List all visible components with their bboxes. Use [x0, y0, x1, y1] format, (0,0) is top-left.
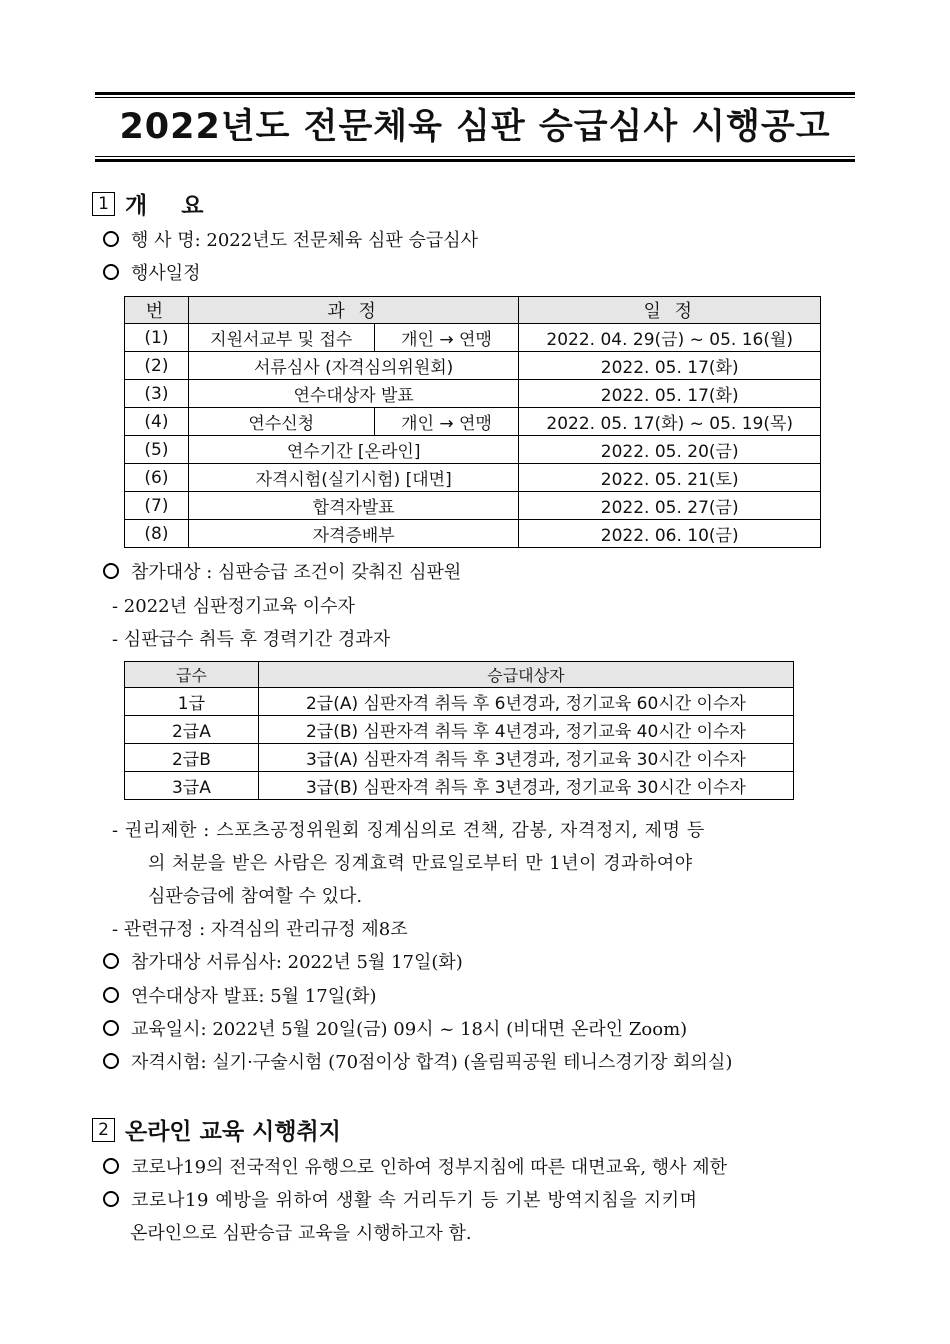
- table-row: [125, 324, 821, 352]
- regulation-line: - 관련규정 : 자격심의 관리규정 제8조: [112, 919, 408, 940]
- table-row: [125, 464, 821, 492]
- row-date: 2022. 05. 17(화): [519, 380, 821, 408]
- row-course: 서류심사 (자격심의위원회): [188, 352, 518, 380]
- row-course: 연수신청: [188, 408, 374, 436]
- row-date: 2022. 05. 17(화): [519, 352, 821, 380]
- grade-desc: 2급(A) 심판자격 취득 후 6년경과, 정기교육 60시간 이수자: [258, 688, 793, 716]
- doc-review-line: [103, 948, 463, 974]
- row-course: 합격자발표: [188, 492, 518, 520]
- grade-desc: 2급(B) 심판자격 취득 후 4년경과, 정기교육 40시간 이수자: [258, 716, 793, 744]
- row-no: (6): [125, 464, 189, 492]
- purpose-line-2: [103, 1186, 698, 1212]
- bullet-icon: [103, 264, 119, 280]
- row-no: (2): [125, 352, 189, 380]
- exam: 자격시험: 실기·구술시험 (70점이상 합격) (올림픽공원 테니스경기장 회의실): [131, 1052, 733, 1073]
- grade-header-row: [125, 662, 794, 688]
- row-no: (8): [125, 520, 189, 548]
- exam-line: [103, 1048, 732, 1074]
- row-date: 2022. 05. 21(토): [519, 464, 821, 492]
- table-row: [125, 772, 794, 800]
- row-no: (1): [125, 324, 189, 352]
- target-sub-1: - 2022년 심판정기교육 이수자: [112, 596, 355, 617]
- row-date: 2022. 05. 17(화) ~ 05. 19(목): [519, 408, 821, 436]
- table-row: [125, 352, 821, 380]
- bullet-icon: [103, 563, 119, 579]
- grade-desc: 3급(B) 심판자격 취득 후 3년경과, 정기교육 30시간 이수자: [258, 772, 793, 800]
- bullet-icon: [103, 953, 119, 969]
- row-no: (3): [125, 380, 189, 408]
- schedule-label: 행사일정: [131, 263, 201, 284]
- header-no: 번: [125, 297, 189, 324]
- grade-cell: 3급A: [125, 772, 259, 800]
- row-no: (7): [125, 492, 189, 520]
- bullet-icon: [103, 231, 119, 247]
- row-date: 2022. 04. 29(금) ~ 05. 16(월): [519, 324, 821, 352]
- edu-date: 교육일시: 2022년 5월 20일(금) 09시 ~ 18시 (비대면 온라인 Zoom): [131, 1019, 688, 1040]
- section-1-title-a: 개: [125, 193, 182, 219]
- doc-review: 참가대상 서류심사: 2022년 5월 17일(화): [131, 952, 463, 973]
- announce-line: [103, 982, 377, 1008]
- page-title: 2022년도 전문체육 심판 승급심사 시행공고: [119, 107, 831, 147]
- table-row: [125, 744, 794, 772]
- row-date: 2022. 06. 10(금): [519, 520, 821, 548]
- title-block: [95, 92, 855, 162]
- table-row: [125, 436, 821, 464]
- header-target: 승급대상자: [258, 662, 793, 688]
- row-date: 2022. 05. 20(금): [519, 436, 821, 464]
- schedule-label-line: [103, 259, 201, 285]
- row-course: 연수기간 [온라인]: [188, 436, 518, 464]
- purpose-1: 코로나19의 전국적인 유행으로 인하여 정부지침에 따른 대면교육, 행사 제한: [131, 1157, 728, 1178]
- table-row: [125, 380, 821, 408]
- schedule-header-row: [125, 297, 821, 324]
- target-line: [103, 558, 461, 584]
- row-course: 지원서교부 및 접수: [188, 324, 374, 352]
- section-2-number: 2: [92, 1118, 115, 1142]
- row-course: 연수대상자 발표: [188, 380, 518, 408]
- purpose-2: 코로나19 예방을 위하여 생활 속 거리두기 등 기본 방역지침을 지키며: [131, 1190, 698, 1211]
- row-sub: 개인 → 연맹: [374, 408, 519, 436]
- event-name: 행 사 명: 2022년도 전문체육 심판 승급심사: [131, 230, 479, 251]
- bullet-icon: [103, 987, 119, 1003]
- grade-cell: 2급B: [125, 744, 259, 772]
- row-date: 2022. 05. 27(금): [519, 492, 821, 520]
- announce: 연수대상자 발표: 5월 17일(화): [131, 986, 377, 1007]
- section-2-title: 온라인 교육 시행취지: [125, 1119, 341, 1145]
- header-grade: 급수: [125, 662, 259, 688]
- target-sub-2: - 심판급수 취득 후 경력기간 경과자: [112, 629, 391, 650]
- event-name-line: [103, 226, 478, 252]
- header-course: 과 정: [188, 297, 518, 324]
- row-no: (5): [125, 436, 189, 464]
- restriction-line-3: 심판승급에 참여할 수 있다.: [148, 886, 363, 907]
- title-bottom-rule-thin: [95, 156, 855, 157]
- schedule-table: [124, 296, 821, 548]
- row-course: 자격증배부: [188, 520, 518, 548]
- bullet-icon: [103, 1158, 119, 1174]
- grade-table: [124, 661, 794, 800]
- table-row: [125, 688, 794, 716]
- table-row: [125, 492, 821, 520]
- row-no: (4): [125, 408, 189, 436]
- purpose-line-1: [103, 1153, 727, 1179]
- title-bottom-rule: [95, 159, 855, 162]
- table-row: [125, 716, 794, 744]
- bullet-icon: [103, 1020, 119, 1036]
- section-1-heading: [92, 187, 203, 220]
- restriction-line-1: - 권리제한 : 스포츠공정위원회 징계심의로 견책, 감봉, 자격정지, 제명 등: [112, 820, 705, 841]
- purpose-line-3: 온라인으로 심판승급 교육을 시행하고자 함.: [130, 1223, 472, 1244]
- edu-date-line: [103, 1015, 687, 1041]
- restriction-line-2: 의 처분을 받은 사람은 징계효력 만료일로부터 만 1년이 경과하여야: [148, 853, 693, 874]
- row-sub: 개인 → 연맹: [374, 324, 519, 352]
- section-2-heading: [92, 1113, 341, 1146]
- grade-desc: 3급(A) 심판자격 취득 후 3년경과, 정기교육 30시간 이수자: [258, 744, 793, 772]
- grade-cell: 2급A: [125, 716, 259, 744]
- row-course: 자격시험(실기시험) [대면]: [188, 464, 518, 492]
- target-label: 참가대상 : 심판승급 조건이 갖춰진 심판원: [131, 562, 462, 583]
- table-row: [125, 408, 821, 436]
- bullet-icon: [103, 1191, 119, 1207]
- grade-cell: 1급: [125, 688, 259, 716]
- section-1-number: 1: [92, 192, 115, 216]
- section-1-title-b: 요: [181, 193, 204, 219]
- header-date: 일 정: [519, 297, 821, 324]
- title-top-rule: [95, 92, 855, 95]
- table-row: [125, 520, 821, 548]
- bullet-icon: [103, 1053, 119, 1069]
